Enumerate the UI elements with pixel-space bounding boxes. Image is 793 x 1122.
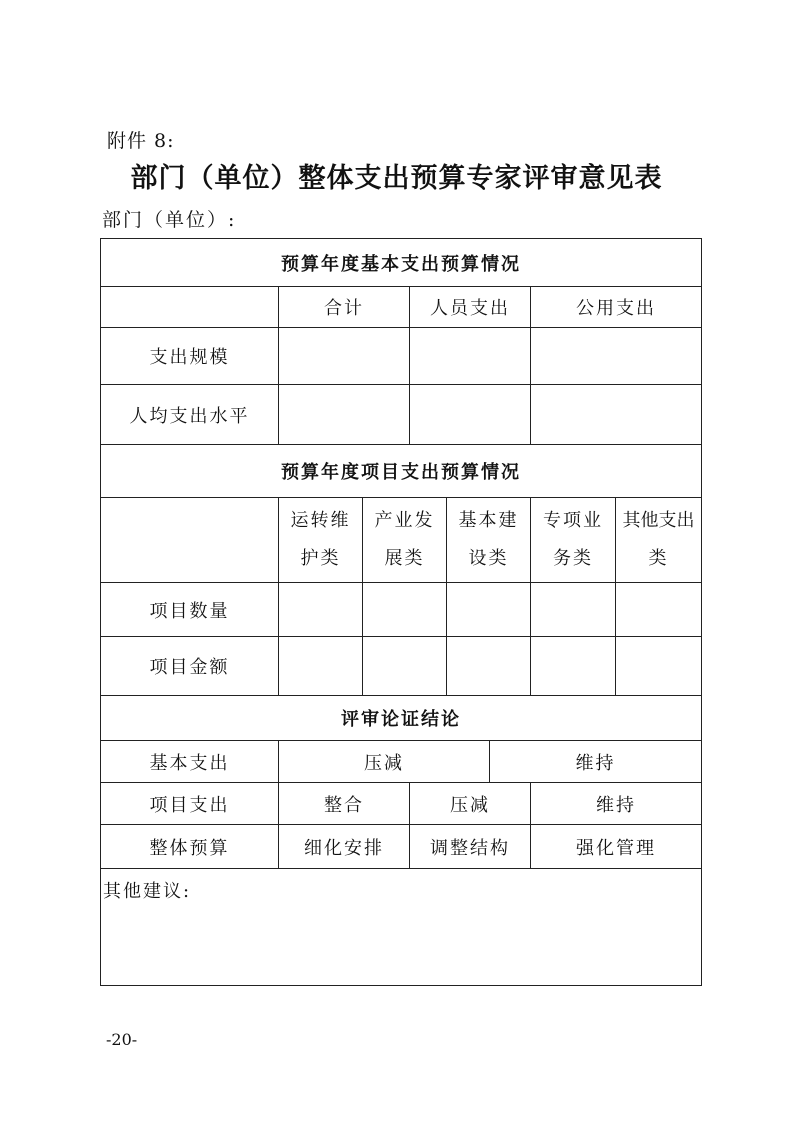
project-cat-special <box>531 498 616 583</box>
project-cat-industry-line1: 产业发 <box>374 510 435 531</box>
project-cat-industry <box>363 498 447 583</box>
form-title: 部门（单位）整体支出预算专家评审意见表 <box>130 163 663 194</box>
basic-percapita-total-input[interactable] <box>279 385 410 445</box>
project-cat-special-line2: 务类 <box>553 548 593 569</box>
project-count-operation-input[interactable] <box>279 583 363 637</box>
attachment-label: 附件 8: <box>107 130 175 152</box>
project-cat-operation-line2: 护类 <box>300 548 341 569</box>
basic-percapita-personnel-input[interactable] <box>410 385 531 445</box>
project-amount-special-input[interactable] <box>531 637 616 696</box>
project-cat-operation <box>279 498 363 583</box>
basic-header-blank <box>101 287 279 328</box>
basic-section-title: 预算年度基本支出预算情况 <box>101 239 702 287</box>
project-count-special-input[interactable] <box>531 583 616 637</box>
project-cat-other-line1: 其他支出 <box>622 510 695 531</box>
project-cat-industry-line2: 展类 <box>384 548 425 569</box>
project-section-title: 预算年度项目支出预算情况 <box>101 445 702 498</box>
page-number: -20- <box>106 1030 138 1049</box>
conclusion-overall-refine-option[interactable]: 细化安排 <box>279 825 410 869</box>
basic-col-public: 公用支出 <box>531 287 702 328</box>
conclusion-overall-label: 整体预算 <box>101 825 279 869</box>
project-amount-operation-input[interactable] <box>279 637 363 696</box>
conclusion-basic-reduce-option[interactable]: 压减 <box>279 741 490 783</box>
project-cat-construction-line2: 设类 <box>468 548 509 569</box>
basic-percapita-public-input[interactable] <box>531 385 702 445</box>
basic-scale-personnel-input[interactable] <box>410 328 531 385</box>
conclusion-basic-label: 基本支出 <box>101 741 279 783</box>
project-header-blank <box>101 498 279 583</box>
conclusion-section-title: 评审论证结论 <box>101 696 702 741</box>
conclusion-project-label: 项目支出 <box>101 783 279 825</box>
department-label: 部门（单位）: <box>102 209 237 231</box>
project-count-construction-input[interactable] <box>447 583 531 637</box>
project-cat-construction <box>447 498 531 583</box>
conclusion-project-reduce-option[interactable]: 压减 <box>410 783 531 825</box>
project-row-amount-label: 项目金额 <box>101 637 279 696</box>
project-amount-industry-input[interactable] <box>363 637 447 696</box>
basic-col-total: 合计 <box>279 287 410 328</box>
other-suggestions-label: 其他建议: <box>103 881 192 902</box>
conclusion-overall-strengthen-option[interactable]: 强化管理 <box>531 825 702 869</box>
project-count-other-input[interactable] <box>616 583 702 637</box>
basic-row-percapita-label: 人均支出水平 <box>101 385 279 445</box>
project-cat-special-line1: 专项业 <box>543 510 603 531</box>
project-count-industry-input[interactable] <box>363 583 447 637</box>
basic-scale-public-input[interactable] <box>531 328 702 385</box>
project-amount-other-input[interactable] <box>616 637 702 696</box>
project-cat-construction-line1: 基本建 <box>458 510 519 531</box>
project-cat-operation-line1: 运转维 <box>290 510 351 531</box>
project-cat-other-line2: 类 <box>648 548 669 569</box>
other-suggestions-area[interactable] <box>101 869 702 986</box>
conclusion-overall-adjust-option[interactable]: 调整结构 <box>410 825 531 869</box>
conclusion-project-maintain-option[interactable]: 维持 <box>531 783 702 825</box>
project-amount-construction-input[interactable] <box>447 637 531 696</box>
basic-scale-total-input[interactable] <box>279 328 410 385</box>
basic-row-scale-label: 支出规模 <box>101 328 279 385</box>
basic-col-personnel: 人员支出 <box>410 287 531 328</box>
conclusion-project-integrate-option[interactable]: 整合 <box>279 783 410 825</box>
project-row-count-label: 项目数量 <box>101 583 279 637</box>
conclusion-basic-maintain-option[interactable]: 维持 <box>490 741 702 783</box>
review-form-table <box>100 238 702 986</box>
project-cat-other <box>616 498 702 583</box>
